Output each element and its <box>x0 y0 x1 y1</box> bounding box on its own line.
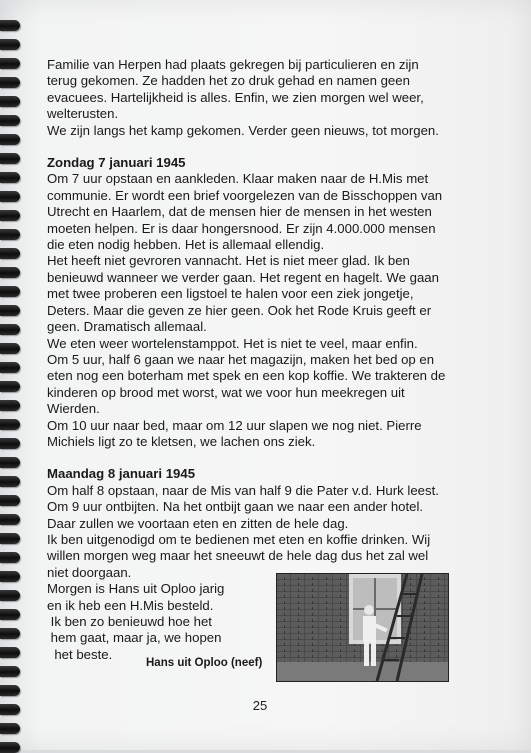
text-line: benieuwd wanneer we verder gaan. Het regent en hagelt. We gaan <box>47 269 439 285</box>
binding-ring <box>0 609 20 620</box>
binding-ring <box>0 134 20 145</box>
text-line: evacuees. Hartelijkheid is alles. Enfin, we zien morgen wel weer, <box>47 89 424 105</box>
binding-ring <box>0 153 20 164</box>
text-line: welterusten. <box>47 106 119 122</box>
binding-ring <box>0 58 20 69</box>
section-heading: Maandag 8 januari 1945 <box>47 466 196 482</box>
text-line: We eten weer wortelenstamppot. Het is niet te veel, maar enfin. <box>47 335 418 351</box>
text-line: Michiels ligt zo te kletsen, we lachen ons ziek. <box>47 433 316 449</box>
binding-ring <box>0 267 20 278</box>
binding-ring <box>0 362 20 373</box>
binding-ring <box>0 514 20 525</box>
text-line: Morgen is Hans uit Oploo jarig <box>47 581 225 597</box>
text-line: Familie van Herpen had plaats gekregen bij particulieren en zijn <box>47 57 419 72</box>
photo-hans <box>276 573 449 682</box>
binding-ring <box>0 39 20 50</box>
text-line: communie. Er wordt een brief voorgelezen van de Bisschoppen van <box>47 187 443 203</box>
spiral-binding <box>0 0 26 750</box>
binding-ring <box>0 381 20 392</box>
text-line: eten nog een boterham met spek en een kop koffie. We trakteren de <box>47 368 446 384</box>
binding-ring <box>0 305 20 316</box>
binding-ring <box>0 400 20 411</box>
text-line: Het heeft niet gevroren vannacht. Het is niet meer glad. Ik ben <box>47 253 410 269</box>
binding-ring <box>0 191 20 202</box>
binding-ring <box>0 438 20 449</box>
text-line: hem gaat, maar ja, we hopen <box>47 630 222 646</box>
text-line: het beste. <box>47 646 113 662</box>
text-line: Deters. Maar die geven ze hier geen. Ook het Rode Kruis geeft er <box>47 302 432 318</box>
section-zondag <box>47 155 487 450</box>
section-heading: Zondag 7 januari 1945 <box>47 155 186 171</box>
photo-caption: Hans uit Oploo (neef) <box>146 657 263 669</box>
binding-ring <box>0 628 20 639</box>
binding-ring <box>0 495 20 506</box>
text-line: Om half 8 opstaan, naar de Mis van half 9 die Pater v.d. Hurk leest. <box>47 482 439 498</box>
text-line: met twee proberen een ligstoel te halen voor een ziek jongetje, <box>47 286 414 302</box>
binding-ring <box>0 552 20 563</box>
text-line: moeten helpen. Er is daar hongersnood. Er zijn 4.000.000 mensen <box>47 220 436 236</box>
binding-ring <box>0 229 20 240</box>
binding-ring <box>0 685 20 696</box>
binding-ring <box>0 210 20 221</box>
text-line: terug gekomen. Ze hadden het zo druk gehad en namen geen <box>47 73 410 89</box>
binding-ring <box>0 20 20 31</box>
binding-ring <box>0 96 20 107</box>
binding-ring <box>0 533 20 544</box>
binding-ring <box>0 324 20 335</box>
text-line: niet doorgaan. <box>47 564 132 580</box>
binding-ring <box>0 666 20 677</box>
binding-ring <box>0 172 20 183</box>
binding-ring <box>0 115 20 126</box>
text-line: Ik ben uitgenodigd om te bedienen met eten en koffie drinken. Wij <box>47 531 431 547</box>
binding-ring <box>0 77 20 88</box>
binding-ring <box>0 343 20 354</box>
binding-ring <box>0 723 20 734</box>
text-line: Wierden. <box>47 401 100 417</box>
text-line: die eten nodig hebben. Het is allemaal ellendig. <box>47 237 325 253</box>
text-line: We zijn langs het kamp gekomen. Verder geen nieuws, tot morgen. <box>47 122 439 138</box>
binding-ring <box>0 248 20 259</box>
text-line: willen morgen weg maar het sneeuwt de hele dag dus het zal wel <box>47 548 429 564</box>
text-line: kinderen op brood met worst, wat we voor hun meekregen uit <box>47 384 405 400</box>
binding-ring <box>0 590 20 601</box>
binding-ring <box>0 419 20 430</box>
binding-ring <box>0 286 20 297</box>
text-line: Om 10 uur naar bed, maar om 12 uur slapen we nog niet. Pierre <box>47 417 422 433</box>
text-line: en ik heb een H.Mis besteld. <box>47 597 214 613</box>
binding-ring <box>0 571 20 582</box>
text-line: geen. Dramatisch allemaal. <box>47 319 207 335</box>
binding-ring <box>0 457 20 468</box>
page-number: 25 <box>252 698 268 713</box>
intro-paragraph <box>47 57 487 139</box>
text-line: Om 9 uur ontbijten. Na het ontbijt gaan we naar een ander hotel. <box>47 499 424 515</box>
text-line: Om 5 uur, half 6 gaan we naar het magazijn, maken het bed op en <box>47 351 435 367</box>
text-line: Daar zullen we voortaan eten en zitten de hele dag. <box>47 515 349 531</box>
binding-ring <box>0 742 20 753</box>
text-line: Ik ben zo benieuwd hoe het <box>47 614 212 629</box>
text-line: Utrecht en Haarlem, dat de mensen hier de mensen in het westen <box>47 204 432 220</box>
text-line: Om 7 uur opstaan en aankleden. Klaar maken naar de H.Mis met <box>47 171 429 187</box>
binding-ring <box>0 476 20 487</box>
binding-ring <box>0 647 20 658</box>
